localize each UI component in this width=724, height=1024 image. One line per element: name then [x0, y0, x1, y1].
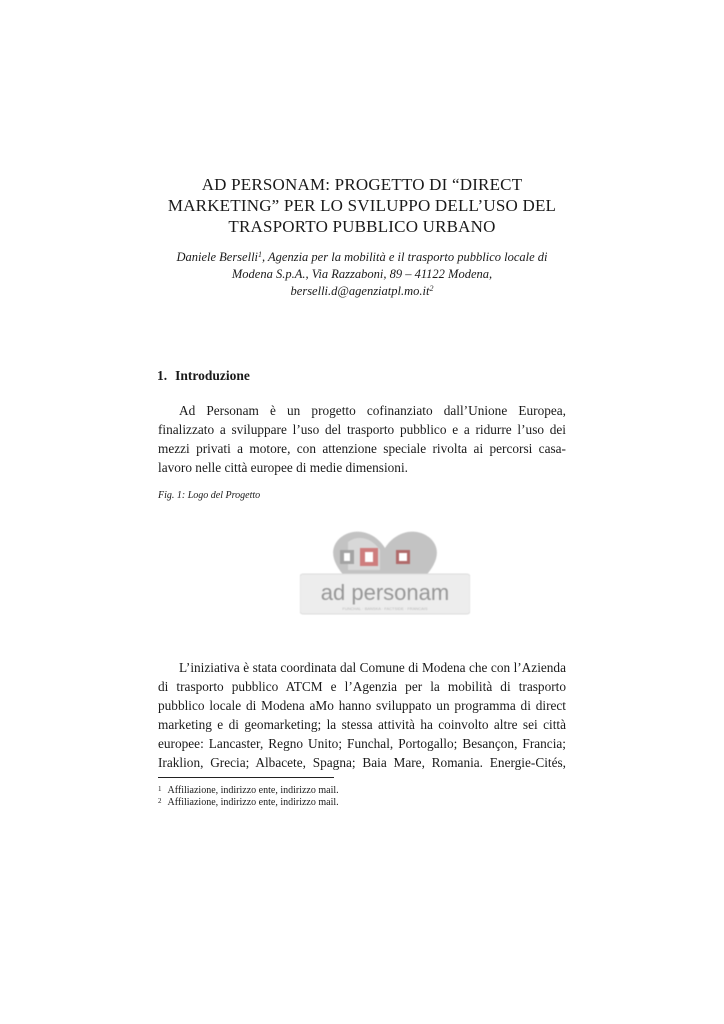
footnote-mark: 2 [158, 797, 162, 805]
footnote-mark: 1 [158, 785, 162, 793]
paragraph-2-line: Iraklion, Grecia; Albacete, Spagna; Baia Mare, Romania. Energie-Cités, [158, 755, 566, 770]
paragraph-2-line: marketing e di geomarketing; la stessa attività ha coinvolto altre sei città [158, 717, 566, 732]
email-footnote-mark: 2 [429, 284, 434, 293]
title-line-1: AD PERSONAM: PROGETTO DI “DIRECT [201, 175, 523, 194]
paragraph-1-line: Ad Personam è un progetto cofinanziato dall’Unione Europea, [179, 403, 566, 418]
logo-wordmark: ad personam [320, 580, 450, 605]
paragraph-1 [158, 401, 566, 477]
paragraph-2-line: L’iniziativa è stata coordinata dal Comune di Modena che con l’Azienda [179, 660, 566, 675]
author-line-3 [140, 283, 584, 300]
logo-left-window [344, 553, 350, 561]
paragraph-1-line: mezzi privati a motore, con attenzione speciale rivolta ai percorsi casa- [158, 441, 566, 456]
logo-tagline: FUNCHAL · BANSKA · FACTSIDE · FRANCAIS [342, 606, 428, 611]
paragraph-1-line: finalizzato a sviluppare l’uso del trasporto pubblico e a ridurre l’uso dei [158, 422, 566, 437]
footnote-separator [158, 777, 334, 778]
author-block [140, 249, 584, 300]
logo-center-window [365, 552, 373, 562]
figure-caption: Fig. 1: Logo del Progetto [158, 490, 261, 501]
author-line-2: Modena S.p.A., Via Razzaboni, 89 – 41122 Modena, [231, 267, 493, 281]
paragraph-2-line: europee: Lancaster, Regno Unito; Funchal, Portogallo; Besançon, Francia; [158, 736, 566, 751]
footnote-1 [158, 785, 339, 797]
paragraph-2-line: di trasporto pubblico ATCM e l’Agenzia per la mobilità di trasporto [158, 679, 566, 694]
paragraph-1-line: lavoro nelle città europee di medie dimensioni. [158, 460, 408, 475]
section-heading [157, 368, 250, 384]
paragraph-2-line: pubblico locale di Modena aMo hanno sviluppato un programma di direct [158, 698, 566, 713]
footnote-text: Affiliazione, indirizzo ente, indirizzo mail. [167, 785, 339, 796]
section-number: 1. [157, 368, 168, 383]
footnote-text: Affiliazione, indirizzo ente, indirizzo mail. [167, 797, 339, 808]
title-line-3: TRASPORTO PUBBLICO URBANO [228, 217, 496, 236]
footnote-2 [158, 797, 339, 809]
ad-personam-logo [300, 520, 470, 620]
author-affiliation: , Agenzia per la mobilità e il trasporto pubblico locale di [262, 250, 548, 264]
author-name: Daniele Berselli [176, 250, 259, 264]
author-email: berselli.d@agenziatpl.mo.it [290, 284, 430, 298]
paper-title [120, 174, 604, 237]
author-footnote-mark: 1 [258, 250, 263, 259]
author-line-1 [140, 249, 584, 266]
title-line-2: MARKETING” PER LO SVILUPPO DELL’USO DEL [167, 196, 557, 215]
section-title: Introduzione [175, 368, 250, 383]
paragraph-2 [158, 658, 566, 772]
logo-right-window [399, 553, 407, 561]
